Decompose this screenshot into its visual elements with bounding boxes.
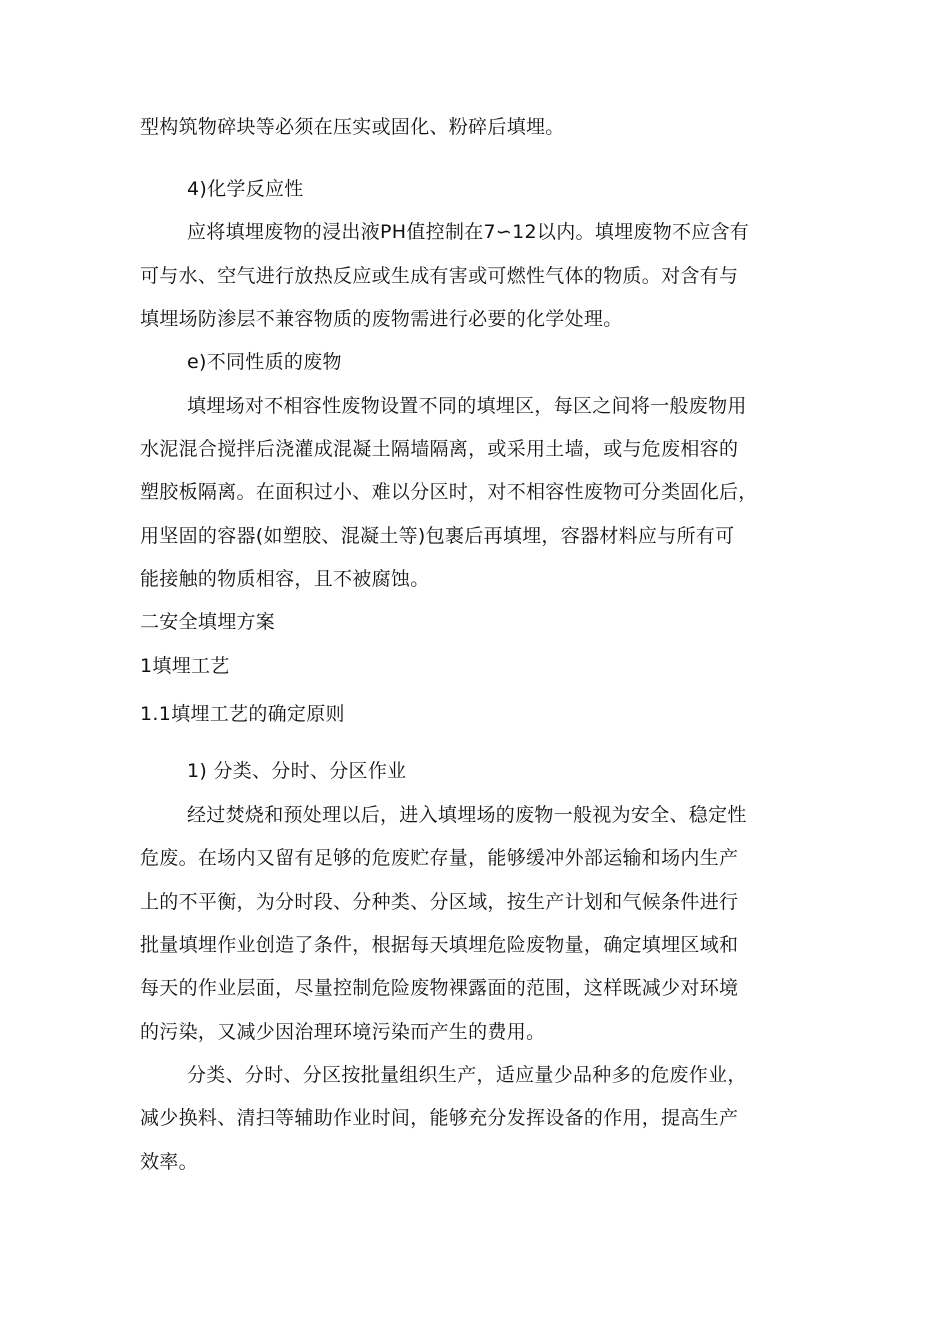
text-line: 批量填埋作业创造了条件，根据每天填埋危险废物量，确定填埋区域和 [140, 934, 739, 956]
text-line: 每天的作业层面，尽量控制危险废物裸露面的范围，这样既减少对环境 [140, 977, 739, 999]
text-line: 的污染，又减少因治理环境污染而产生的费用。 [140, 1021, 546, 1043]
text-line: 塑胶板隔离。在面积过小、难以分区时，对不相容性废物可分类固化后， [140, 481, 758, 503]
text-line: 可与水、空气进行放热反应或生成有害或可燃性气体的物质。对含有与 [140, 265, 739, 287]
text-line: 型构筑物碎块等必须在压实或固化、粉碎后填埋。 [140, 116, 565, 138]
text-line: 经过焚烧和预处理以后，进入填埋场的废物一般视为安全、稳定性 [187, 804, 747, 826]
section-heading: 1) 分类、分时、分区作业 [187, 760, 407, 782]
text-line: 减少换料、清扫等辅助作业时间，能够充分发挥设备的作用，提高生产 [140, 1107, 739, 1129]
text-line: 填埋场防渗层不兼容物质的废物需进行必要的化学处理。 [140, 308, 623, 330]
text-line: 危废。在场内又留有足够的危废贮存量，能够缓冲外部运输和场内生产 [140, 847, 739, 869]
text-line: 效率。 [140, 1151, 198, 1173]
text-line: 上的不平衡，为分时段、分种类、分区域，按生产计划和气候条件进行 [140, 891, 739, 913]
text-line: 能接触的物质相容，且不被腐蚀。 [140, 568, 430, 590]
text-line: 水泥混合搅拌后浇灌成混凝土隔墙隔离，或采用土墙，或与危废相容的 [140, 438, 739, 460]
section-heading: 1.1填埋工艺的确定原则 [140, 703, 345, 725]
section-heading: 1填埋工艺 [140, 655, 230, 677]
section-heading: 二安全填埋方案 [140, 611, 276, 633]
section-heading: e)不同性质的废物 [187, 351, 342, 373]
text-line: 分类、分时、分区按批量组织生产，适应量少品种多的危废作业， [187, 1064, 747, 1086]
text-line: 填埋场对不相容性废物设置不同的填埋区，每区之间将一般废物用 [187, 395, 747, 417]
section-heading: 4)化学反应性 [187, 178, 304, 200]
text-line: 用坚固的容器(如塑胶、混凝土等)包裹后再填埋，容器材料应与所有可 [140, 525, 735, 547]
text-line: 应将填埋废物的浸出液PH值控制在7∽12以内。填埋废物不应含有 [187, 221, 750, 243]
